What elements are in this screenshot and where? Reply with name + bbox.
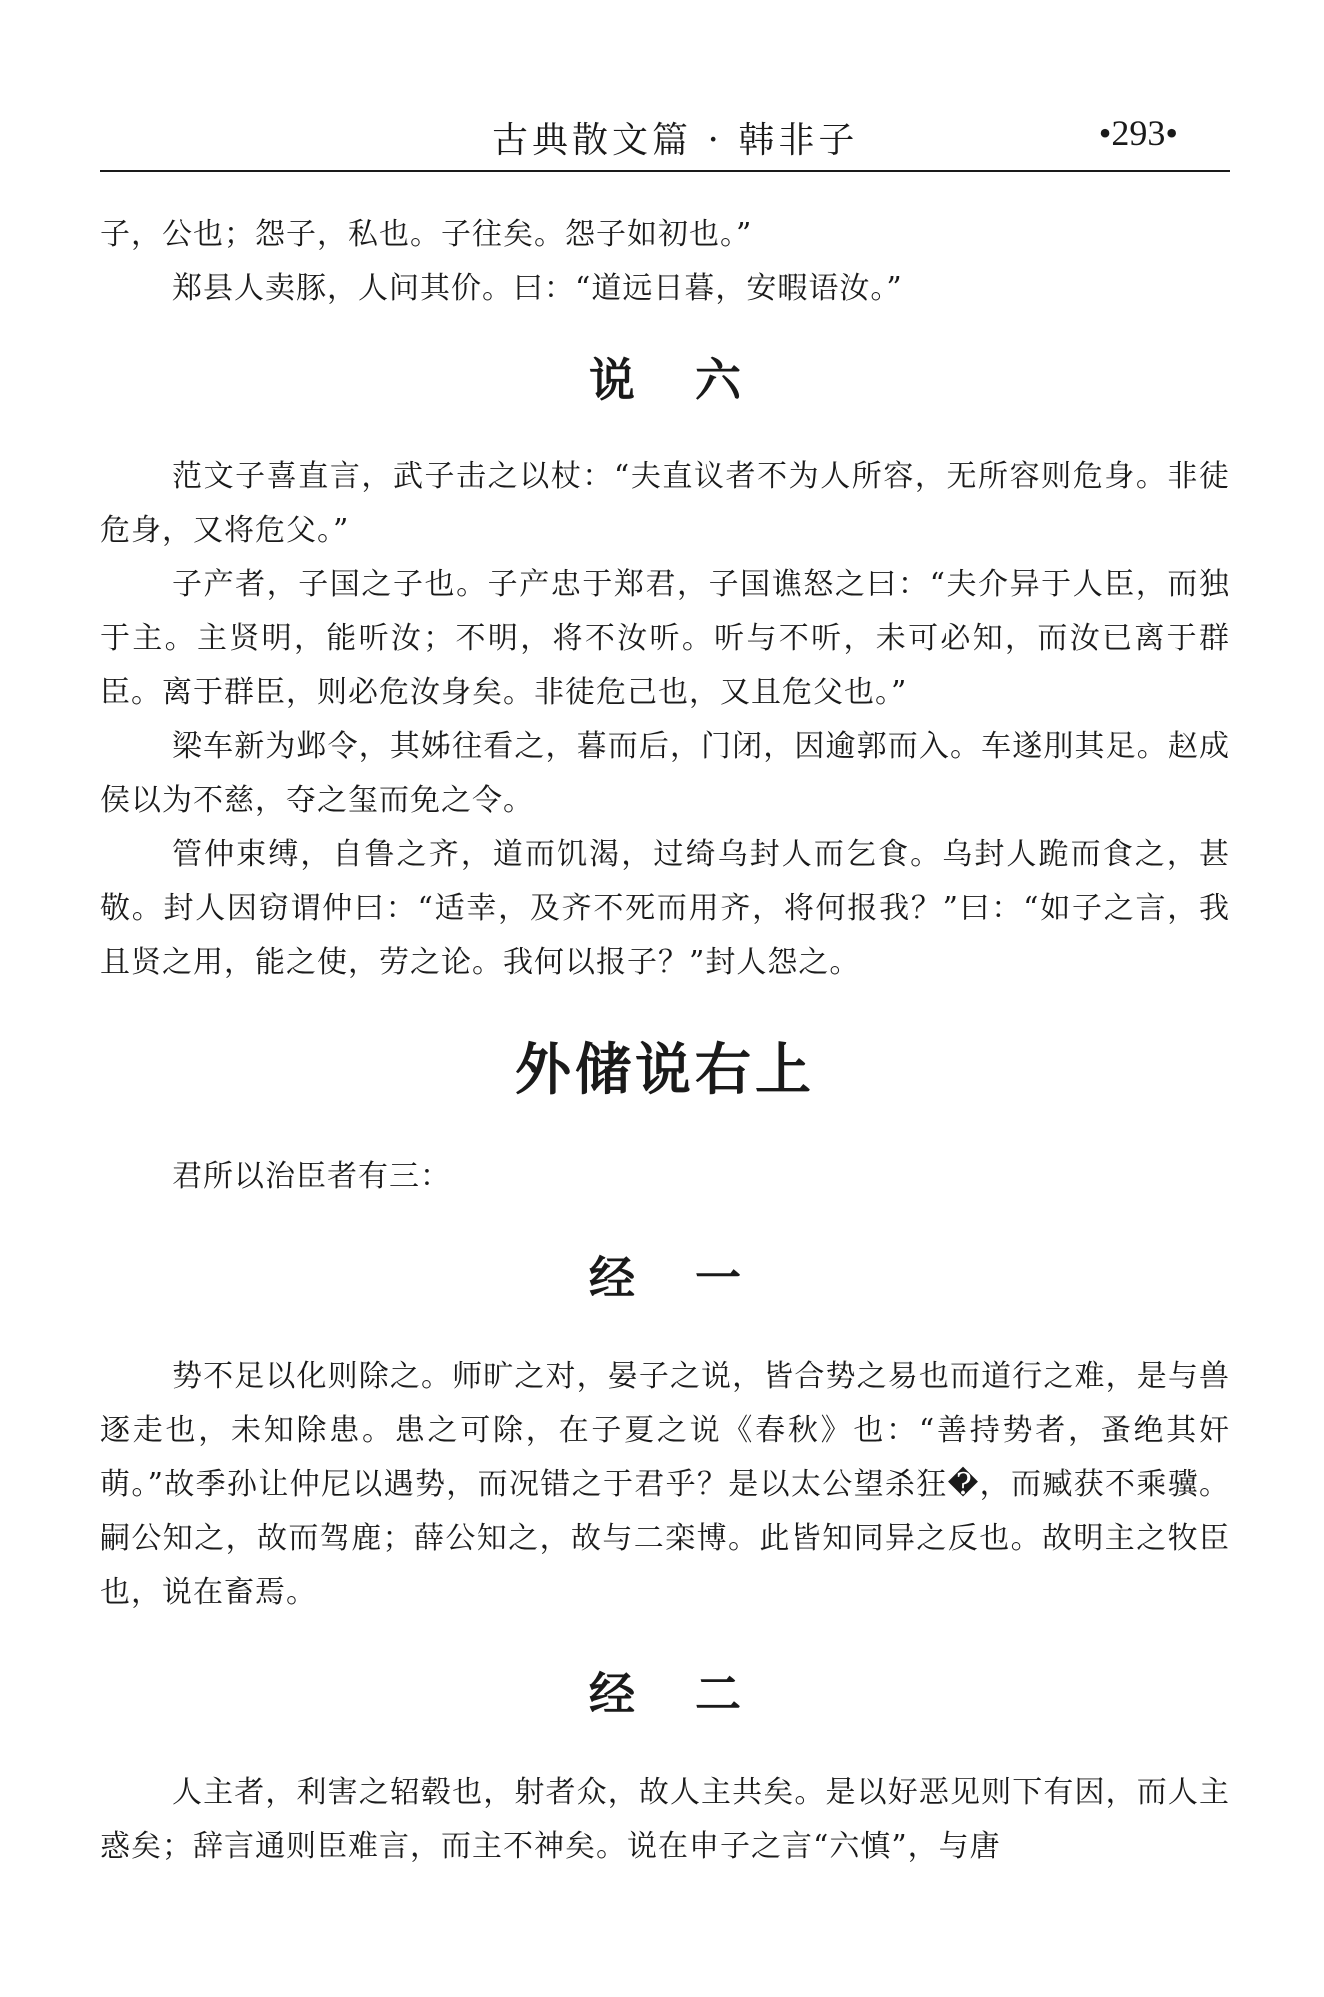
section-heading-jing-er: 经二 (589, 1667, 801, 1721)
paragraph-jing-er: 人主者，利害之轺毂也，射者众，故人主共矣。是以好恶见则下有因，而人主惑矣；辞言通则臣难言，而主不神矣。说在申子之言“六慎”，与唐 (100, 1775, 1230, 1864)
running-header (100, 108, 1230, 168)
paragraph-zichan: 子产者，子国之子也。子产忠于郑君，子国谯怒之曰：“夫介异于人臣，而独于主。主贤明，能听汝；不明，将不汝听。听与不听，未可必知，而汝已离于群臣。离于群臣，则必危汝身矣。非徒危己也，又且危父也。” (100, 567, 1230, 710)
paragraph-jing-yi: 势不足以化则除之。师旷之对，晏子之说，皆合势之易也而道行之难，是与兽逐走也，未知除患。患之可除，在子夏之说《春秋》也：“善持势者，蚤绝其奸萌。”故季孙让仲尼以遇势，而况错之于君乎？是以太公望杀狂�，而臧获不乘骥。嗣公知之，故而驾鹿；薛公知之，故与二栾博。此皆知同异之反也。故明主之牧臣也，说在畜焉。 (100, 1359, 1230, 1610)
paragraph-fan-wenzi: 范文子喜直言，武子击之以杖：“夫直议者不为人所容，无所容则危身。非徒危身，又将危父。” (100, 459, 1230, 548)
header-rule (100, 170, 1230, 172)
page-body (100, 208, 1230, 1874)
chapter-heading: 外储说右上 (515, 1038, 815, 1103)
paragraph-intro: 君所以治臣者有三： (172, 1159, 451, 1194)
running-title: 古典散文篇 · 韩非子 (492, 120, 859, 161)
paragraph-liangche: 梁车新为邺令，其姊往看之，暮而后，门闭，因逾郭而入。车遂刖其足。赵成侯以为不慈，夺之玺而免之令。 (100, 729, 1230, 818)
paragraph-guanzhong: 管仲束缚，自鲁之齐，道而饥渴，过绮乌封人而乞食。乌封人跪而食之，甚敬。封人因窃谓仲曰：“适幸，及齐不死而用齐，将何报我？”曰：“如子之言，我且贤之用，能之使，劳之论。我何以报子？”封人怨之。 (100, 837, 1230, 980)
paragraph-zheng-pig: 郑县人卖豚，人问其价。曰：“道远日暮，安暇语汝。” (172, 271, 903, 306)
paragraph-continued: 子，公也；怨子，私也。子往矣。怨子如初也。” (100, 217, 753, 252)
section-heading-jing-yi: 经一 (589, 1251, 801, 1305)
page-number: •293• (1098, 113, 1178, 153)
section-heading-shuo-liu: 说六 (589, 353, 801, 407)
